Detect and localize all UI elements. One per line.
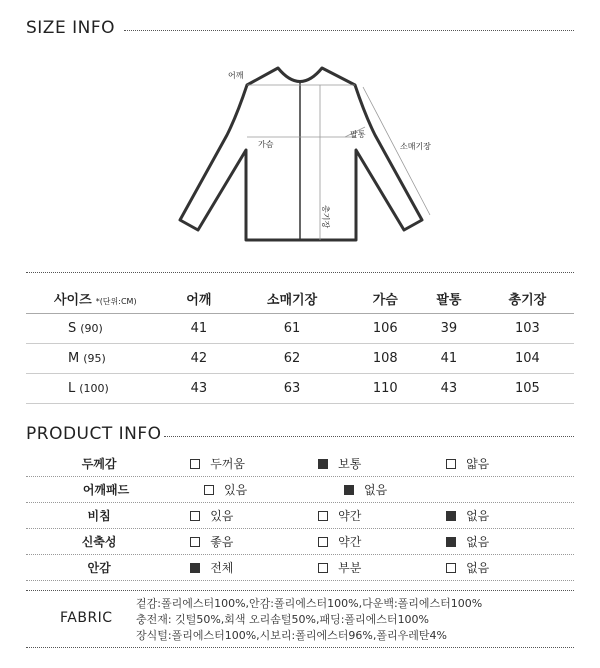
table-cell: 104 [481, 344, 574, 374]
option: 얇음 [446, 455, 574, 472]
checkbox-icon [190, 459, 200, 469]
size-label: L (100) [26, 374, 167, 404]
checkbox-icon [446, 563, 456, 573]
table-row [26, 374, 574, 404]
option: 좋음 [190, 533, 318, 550]
option: 없음 [446, 533, 574, 550]
header-total-length: 총기장 [481, 284, 574, 314]
checkbox-icon [318, 537, 328, 547]
option: 없음 [344, 481, 484, 498]
table-cell: 42 [167, 344, 231, 374]
checkbox-icon [190, 511, 200, 521]
table-cell: 39 [417, 314, 481, 344]
list-item [26, 451, 574, 477]
row-label: 어깨패드 [82, 483, 130, 497]
header-shoulder: 어깨 [167, 284, 231, 314]
label-sleeve-length: 소매기장 [400, 142, 431, 151]
option: 없음 [446, 507, 574, 524]
list-item [26, 503, 574, 529]
checkbox-checked-icon [344, 485, 354, 495]
option: 있음 [204, 481, 344, 498]
table-cell: 103 [481, 314, 574, 344]
header-sleeve-width: 팔통 [417, 284, 481, 314]
table-cell: 43 [417, 374, 481, 404]
table-cell: 108 [353, 344, 417, 374]
table-divider [26, 272, 574, 273]
row-label: 신축성 [81, 535, 117, 549]
checkbox-icon [204, 485, 214, 495]
checkbox-icon [190, 537, 200, 547]
option: 전체 [190, 559, 318, 576]
table-cell: 61 [231, 314, 354, 344]
table-cell: 110 [353, 374, 417, 404]
option: 약간 [318, 533, 446, 550]
title-divider [124, 30, 574, 31]
size-info-title: SIZE INFO [26, 18, 115, 38]
header-chest: 가슴 [353, 284, 417, 314]
label-chest: 가슴 [258, 140, 274, 149]
fabric-line: 충전재: 깃털50%,회색 오리솜털50%,패딩:폴리에스터100% [136, 613, 430, 626]
size-table [26, 284, 574, 404]
fabric-details [136, 596, 482, 644]
table-row [26, 314, 574, 344]
option: 두꺼움 [190, 455, 318, 472]
option: 없음 [446, 559, 574, 576]
fabric-line: 겉감:폴리에스터100%,안감:폴리에스터100%,다운백:폴리에스터100% [136, 597, 483, 610]
checkbox-icon [318, 511, 328, 521]
product-info-title: PRODUCT INFO [26, 424, 162, 444]
checkbox-checked-icon [446, 537, 456, 547]
fabric-line: 장식털:폴리에스터100%,시보리:폴리에스터96%,폴리우레탄4% [136, 629, 447, 642]
option: 약간 [318, 507, 446, 524]
size-label: S (90) [26, 314, 167, 344]
size-label: M (95) [26, 344, 167, 374]
row-label: 안감 [87, 561, 111, 575]
option: 부분 [318, 559, 446, 576]
list-item [26, 477, 574, 503]
table-cell: 105 [481, 374, 574, 404]
checkbox-icon [446, 459, 456, 469]
label-sleeve-width: 팔통 [350, 130, 366, 139]
fabric-label: FABRIC [60, 610, 113, 626]
checkbox-checked-icon [446, 511, 456, 521]
table-cell: 41 [167, 314, 231, 344]
list-item [26, 529, 574, 555]
fabric-section [26, 590, 574, 648]
row-label: 비침 [87, 509, 111, 523]
header-size: 사이즈 *(단위:CM) [26, 284, 167, 314]
table-cell: 63 [231, 374, 354, 404]
table-cell: 41 [417, 344, 481, 374]
checkbox-icon [318, 563, 328, 573]
list-item [26, 555, 574, 581]
option: 있음 [190, 507, 318, 524]
row-label: 두께감 [81, 457, 117, 471]
option: 보통 [318, 455, 446, 472]
table-cell: 62 [231, 344, 354, 374]
jacket-outline [180, 68, 422, 240]
table-header-row [26, 284, 574, 314]
product-info-list [26, 451, 574, 581]
table-cell: 106 [353, 314, 417, 344]
table-row [26, 344, 574, 374]
header-sleeve-length: 소매기장 [231, 284, 354, 314]
label-shoulder: 어깨 [228, 71, 244, 80]
checkbox-checked-icon [318, 459, 328, 469]
jacket-diagram [160, 55, 460, 255]
checkbox-checked-icon [190, 563, 200, 573]
title-divider [164, 436, 574, 437]
label-total-length: 총기장 [321, 205, 330, 229]
table-cell: 43 [167, 374, 231, 404]
